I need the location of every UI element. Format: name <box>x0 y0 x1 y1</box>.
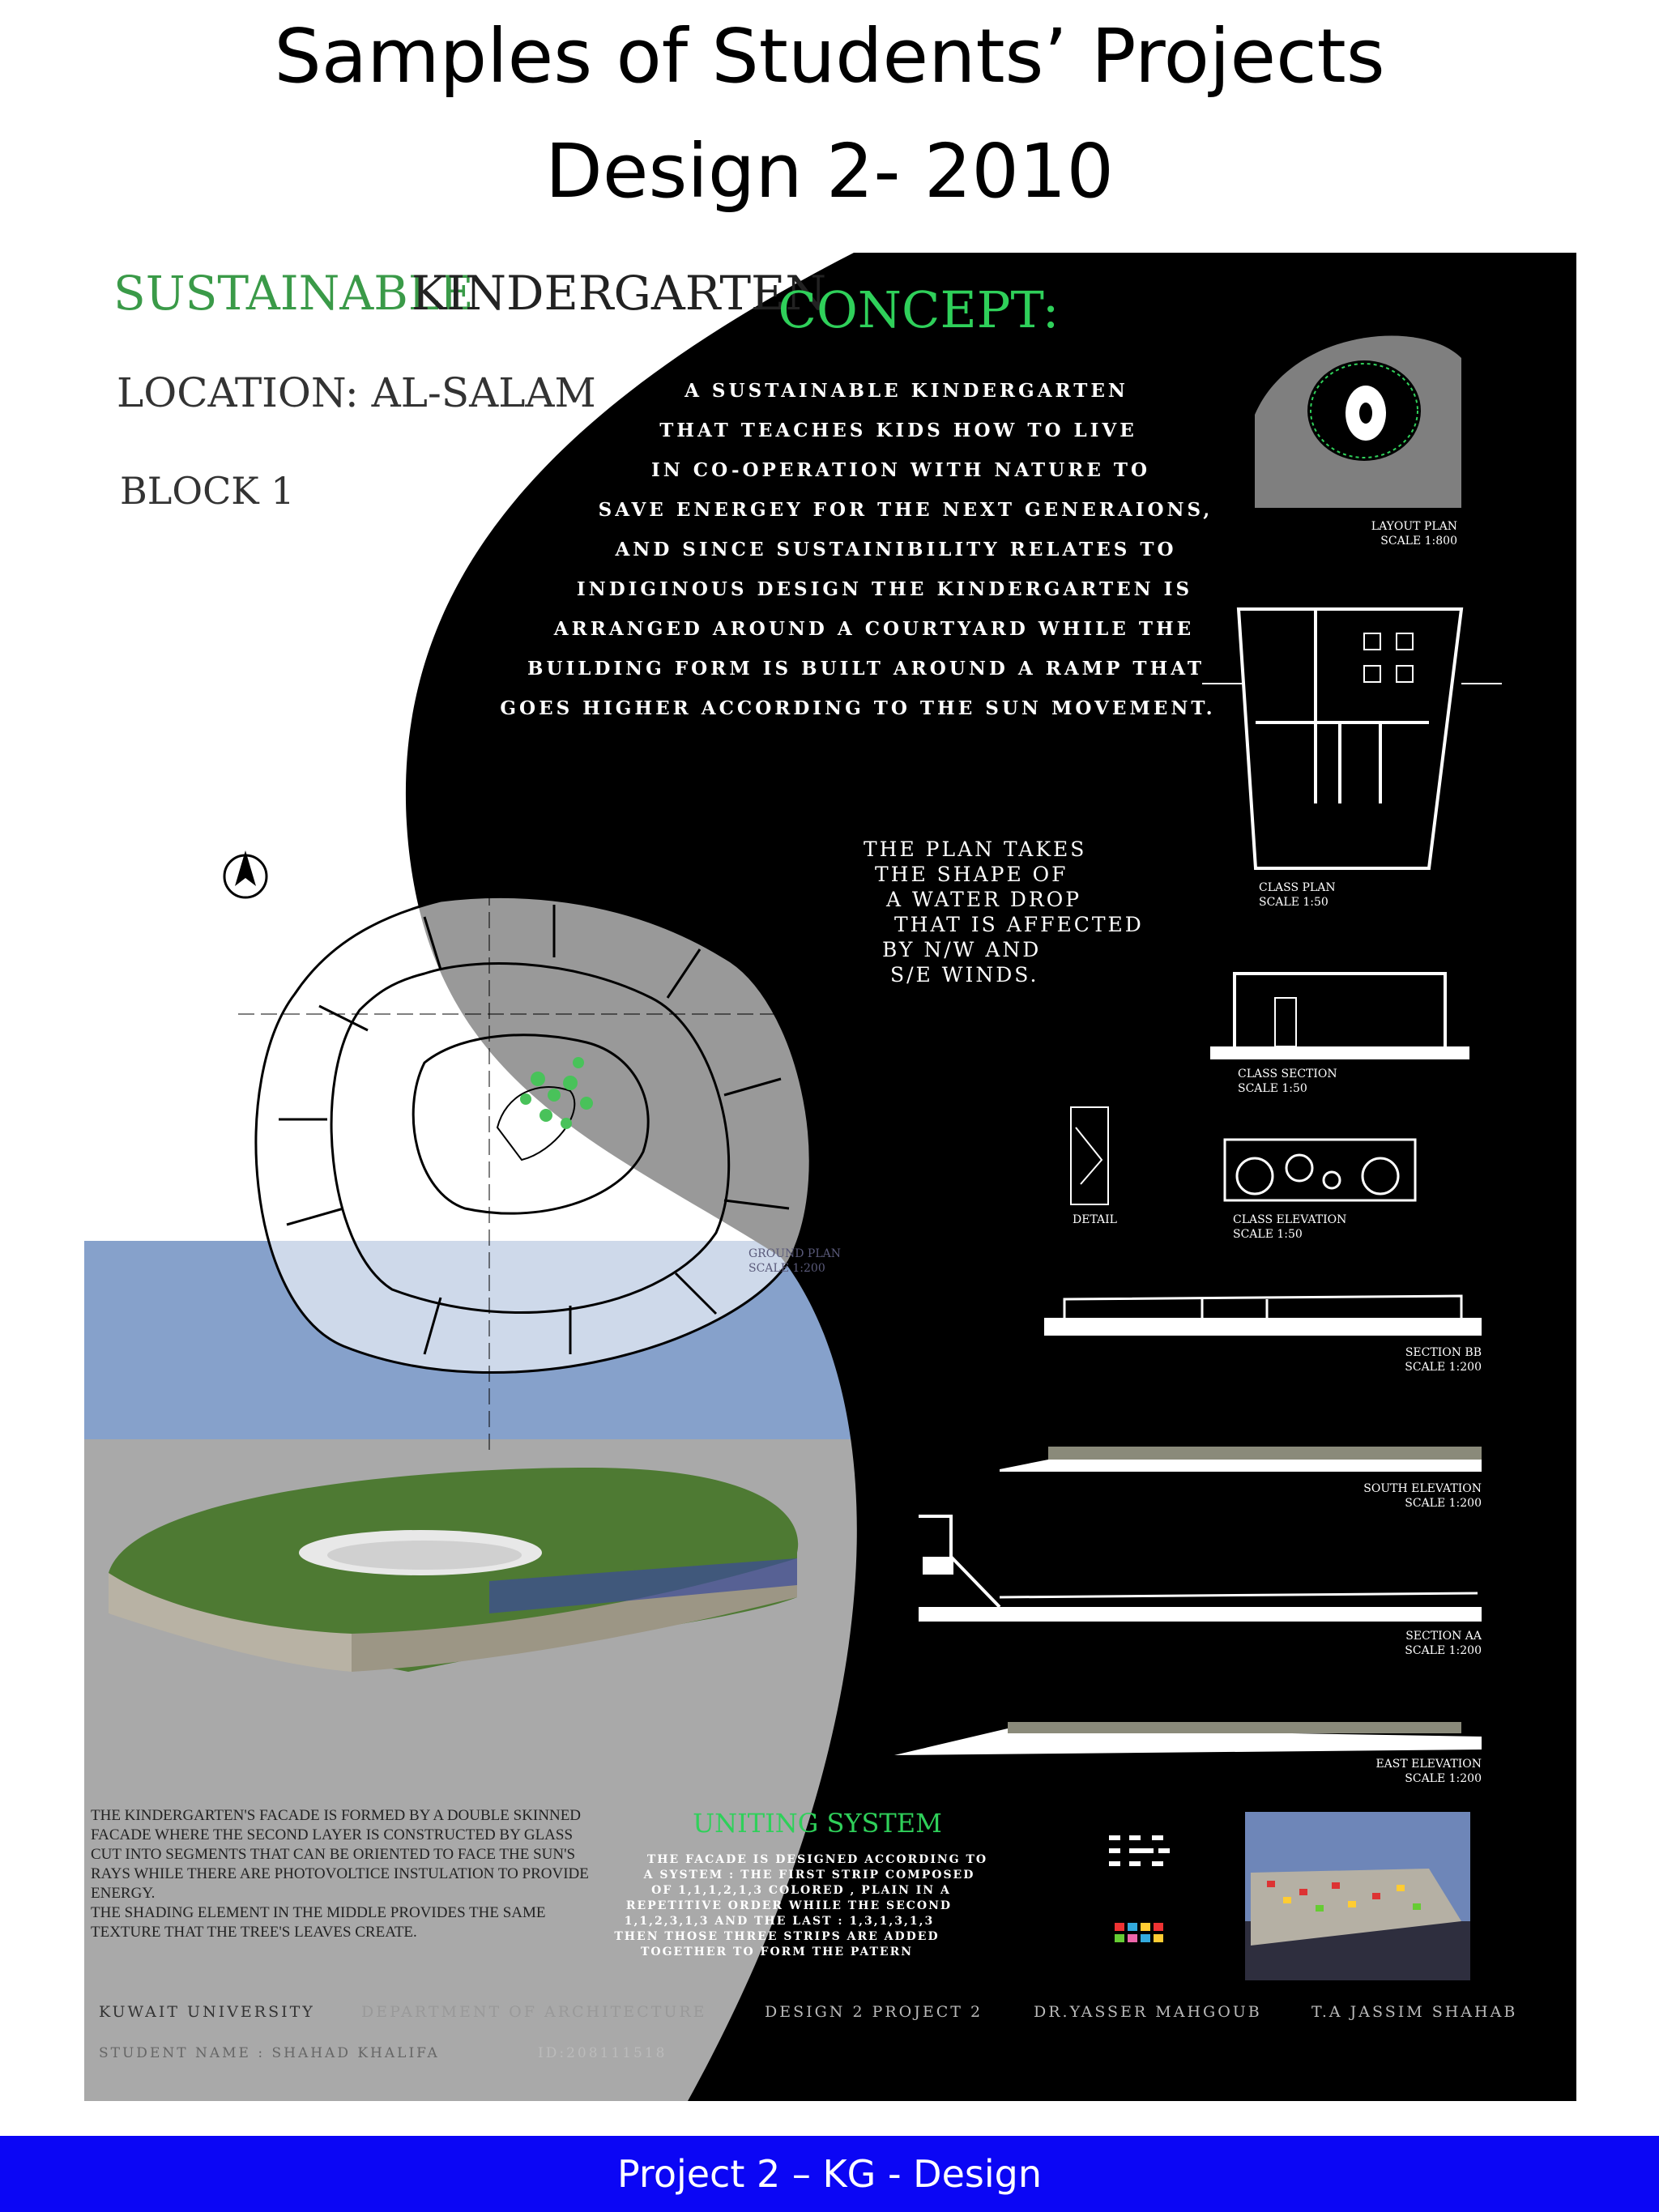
concept-line: INDIGINOUS DESIGN THE KINDERGARTEN IS <box>576 578 1193 600</box>
credit-department: DEPARTMENT OF ARCHITECTURE <box>361 2003 707 2021</box>
facade-line: TEXTURE THAT THE TREE'S LEAVES CREATE. <box>91 1924 417 1941</box>
class-section-scale: SCALE 1:50 <box>1238 1082 1307 1095</box>
class-plan-label: CLASS PLAN <box>1259 881 1336 894</box>
concept-line: BUILDING FORM IS BUILT AROUND A RAMP THAT <box>527 658 1205 680</box>
facade-line: THE KINDERGARTEN'S FACADE IS FORMED BY A DOUBLE SKINNED <box>91 1807 582 1824</box>
credit-course: DESIGN 2 PROJECT 2 <box>765 2003 983 2021</box>
uniting-line: OF 1,1,1,2,1,3 COLORED , PLAIN IN A <box>651 1884 951 1897</box>
concept-line: THAT TEACHES KIDS HOW TO LIVE <box>659 420 1137 441</box>
facade-line: RAYS WHILE THERE ARE PHOTOVOLTICE INSTULATION TO PROVIDE <box>91 1865 589 1882</box>
south-elevation-scale: SCALE 1:200 <box>1405 1497 1482 1510</box>
uniting-line: THEN THOSE THREE STRIPS ARE ADDED <box>614 1930 940 1943</box>
facade-line: CUT INTO SEGMENTS THAT CAN BE ORIENTED TO FACE THE SUN'S <box>91 1846 576 1863</box>
uniting-line: THE FACADE IS DESIGNED ACCORDING TO <box>646 1853 988 1866</box>
plan-line: THAT IS AFFECTED <box>894 913 1144 936</box>
concept-line: IN CO-OPERATION WITH NATURE TO <box>650 459 1151 481</box>
facade-description <box>91 1807 589 1941</box>
detail-label: DETAIL <box>1073 1213 1117 1226</box>
credit-student-id: ID:208111518 <box>538 2045 667 2061</box>
pattern-diagram <box>1109 1835 1170 1866</box>
class-elevation-scale: SCALE 1:50 <box>1233 1228 1303 1241</box>
concept-line: SAVE ENERGEY FOR THE NEXT GENERAIONS, <box>598 499 1213 521</box>
concept-line: GOES HIGHER ACCORDING TO THE SUN MOVEMENT. <box>500 697 1216 719</box>
layout-plan-scale: SCALE 1:800 <box>1380 535 1457 548</box>
plan-line: THE SHAPE OF <box>875 863 1068 886</box>
ground-plan-scale: SCALE 1:200 <box>748 1262 825 1275</box>
plan-line: A WATER DROP <box>886 888 1082 911</box>
facade-render <box>1245 1812 1470 1980</box>
ground-plan-label: GROUND PLAN <box>748 1247 842 1260</box>
section-bb-label: SECTION BB <box>1405 1346 1482 1359</box>
facade-line: ENERGY. <box>91 1885 156 1902</box>
credit-university: KUWAIT UNIVERSITY <box>99 2003 315 2021</box>
class-section-label: CLASS SECTION <box>1238 1068 1337 1080</box>
slide-title-line-2: Design 2- 2010 <box>545 128 1114 215</box>
uniting-line: TOGETHER TO FORM THE PATERN <box>640 1946 914 1958</box>
plan-line: S/E WINDS. <box>890 963 1039 987</box>
section-bb-scale: SCALE 1:200 <box>1405 1361 1482 1374</box>
section-aa-scale: SCALE 1:200 <box>1405 1644 1482 1657</box>
uniting-system-text <box>614 1853 987 1958</box>
uniting-line: A SYSTEM : THE FIRST STRIP COMPOSED <box>643 1869 975 1882</box>
south-elevation-label: SOUTH ELEVATION <box>1363 1482 1482 1495</box>
south-elevation-drawing <box>1000 1447 1482 1472</box>
uniting-system-title: UNITING SYSTEM <box>693 1808 942 1839</box>
facade-line: FACADE WHERE THE SECOND LAYER IS CONSTRUCTED BY GLASS <box>91 1826 574 1843</box>
east-elevation-scale: SCALE 1:200 <box>1405 1772 1482 1785</box>
heading-accent: SUSTAINABLE <box>113 266 474 321</box>
layout-plan-label: LAYOUT PLAN <box>1371 520 1457 533</box>
plan-line: BY N/W AND <box>882 938 1042 961</box>
credit-instructor: DR.YASSER MAHGOUB <box>1034 2003 1262 2021</box>
east-elevation-label: EAST ELEVATION <box>1375 1758 1482 1771</box>
location-label: LOCATION: AL-SALAM <box>117 369 596 416</box>
credit-ta: T.A JASSIM SHAHAB <box>1311 2003 1518 2021</box>
plan-line: THE PLAN TAKES <box>864 837 1087 861</box>
concept-line: ARRANGED AROUND A COURTYARD WHILE THE <box>553 618 1195 640</box>
facade-line: THE SHADING ELEMENT IN THE MIDDLE PROVIDES THE SAME <box>91 1904 546 1921</box>
credit-student: STUDENT NAME : SHAHAD KHALIFA <box>99 2045 440 2061</box>
class-plan-scale: SCALE 1:50 <box>1259 896 1328 909</box>
class-elevation-label: CLASS ELEVATION <box>1233 1213 1347 1226</box>
project-poster <box>84 253 1576 2101</box>
heading-main: KINDERGARTEN <box>412 266 827 321</box>
block-label: BLOCK 1 <box>120 469 295 513</box>
section-aa-label: SECTION AA <box>1405 1630 1482 1643</box>
uniting-line: 1,1,2,3,1,3 AND THE LAST : 1,3,1,3,1,3 <box>624 1915 935 1928</box>
footer-text: Project 2 – KG - Design <box>617 2152 1042 2196</box>
concept-line: AND SINCE SUSTAINIBILITY RELATES TO <box>615 539 1177 560</box>
concept-title: CONCEPT: <box>778 280 1060 339</box>
uniting-line: REPETITIVE ORDER WHILE THE SECOND <box>625 1899 953 1912</box>
slide-title-line-1: Samples of Students’ Projects <box>274 13 1385 100</box>
concept-line: A SUSTAINABLE KINDERGARTEN <box>684 380 1128 402</box>
